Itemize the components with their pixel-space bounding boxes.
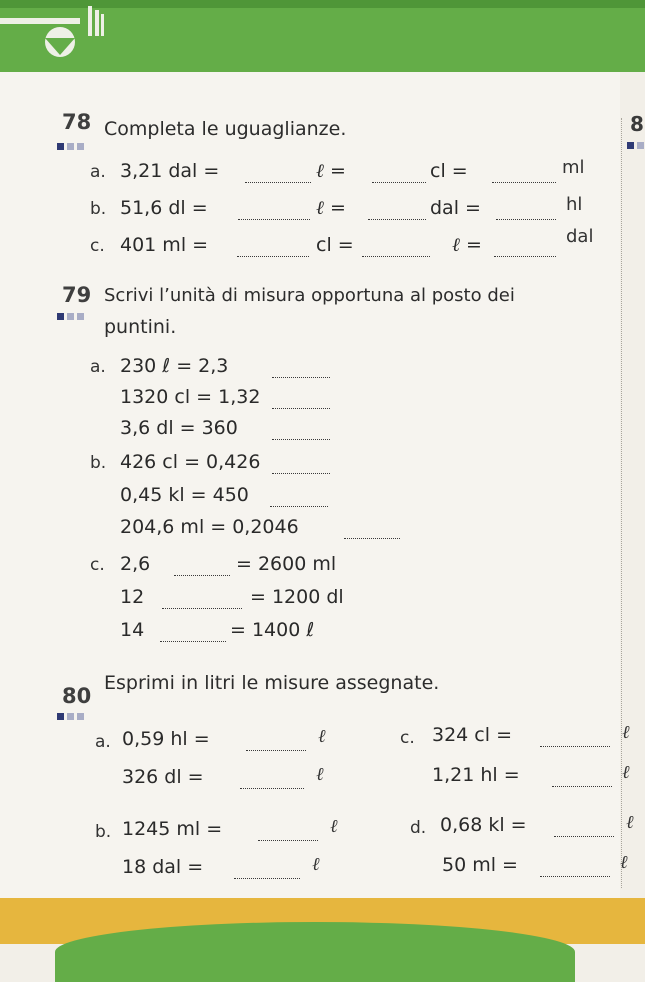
item-letter: c. xyxy=(90,236,105,256)
equation-unit: ℓ = xyxy=(316,197,346,219)
exercise-79-title: Scrivi l’unità di misura opportuna al posto dei xyxy=(104,285,515,306)
equation: 326 dl = xyxy=(122,766,204,788)
answer-blank[interactable] xyxy=(496,219,556,220)
answer-blank[interactable] xyxy=(245,182,311,183)
exercise-79-title-cont: puntini. xyxy=(104,316,177,338)
answer-blank[interactable] xyxy=(372,182,426,183)
equation-end: = 1400 ℓ xyxy=(230,619,315,641)
difficulty-square xyxy=(57,713,64,720)
liter-unit: ℓ xyxy=(312,854,320,875)
answer-blank[interactable] xyxy=(240,788,304,789)
answer-blank[interactable] xyxy=(540,876,610,877)
exercise-number-80: 80 xyxy=(62,684,92,708)
liter-unit: ℓ xyxy=(626,812,634,833)
item-letter: b. xyxy=(90,199,107,219)
liter-unit: ℓ xyxy=(316,764,324,785)
equation: 204,6 ml = 0,2046 xyxy=(120,516,299,538)
item-letter: b. xyxy=(95,822,112,842)
item-letter: a. xyxy=(90,357,106,377)
difficulty-square xyxy=(67,313,74,320)
equation: 50 ml = xyxy=(442,854,518,876)
difficulty-square xyxy=(57,313,64,320)
footer-curve xyxy=(55,922,575,982)
answer-blank[interactable] xyxy=(344,538,400,539)
liter-unit: ℓ xyxy=(622,722,630,743)
difficulty-square xyxy=(77,143,84,150)
answer-blank[interactable] xyxy=(174,575,230,576)
difficulty-square xyxy=(67,143,74,150)
answer-blank[interactable] xyxy=(552,786,612,787)
item-letter: a. xyxy=(95,732,111,752)
equation: 0,59 hl = xyxy=(122,728,210,750)
target-unit: hl xyxy=(566,194,583,215)
equation-start: 401 ml = xyxy=(120,234,209,256)
liter-unit: ℓ xyxy=(318,726,326,747)
answer-blank[interactable] xyxy=(272,439,330,440)
difficulty-square xyxy=(627,142,634,149)
exercise-number-78: 78 xyxy=(62,110,92,134)
equation: 1245 ml = xyxy=(122,818,223,840)
answer-blank[interactable] xyxy=(272,408,330,409)
next-exercise-number-fragment: 8 xyxy=(630,112,644,136)
equation: 1,21 hl = xyxy=(432,764,520,786)
item-letter: c. xyxy=(400,728,415,748)
weightlifter-icon xyxy=(0,0,110,70)
equation: 426 cl = 0,426 xyxy=(120,451,261,473)
item-letter: b. xyxy=(90,453,107,473)
answer-blank[interactable] xyxy=(234,878,300,879)
liter-unit: ℓ xyxy=(622,762,630,783)
answer-blank[interactable] xyxy=(368,219,426,220)
equation-end: = 2600 ml xyxy=(236,553,337,575)
item-letter: c. xyxy=(90,555,105,575)
answer-blank[interactable] xyxy=(162,608,242,609)
answer-blank[interactable] xyxy=(237,256,309,257)
target-unit: ml xyxy=(562,157,585,178)
equation-unit: cl = xyxy=(316,234,354,256)
equation: 0,68 kl = xyxy=(440,814,527,836)
item-letter: d. xyxy=(410,818,427,838)
answer-blank[interactable] xyxy=(362,256,430,257)
difficulty-square xyxy=(637,142,644,149)
page-paper xyxy=(0,72,620,898)
equation-unit: ℓ = xyxy=(316,160,346,182)
equation-start: 14 xyxy=(120,619,145,641)
answer-blank[interactable] xyxy=(272,473,330,474)
equation-start: 2,6 xyxy=(120,553,151,575)
exercise-78-title: Completa le uguaglianze. xyxy=(104,118,347,140)
answer-blank[interactable] xyxy=(540,746,610,747)
answer-blank[interactable] xyxy=(494,256,556,257)
liter-unit: ℓ xyxy=(330,816,338,837)
exercise-80-title: Esprimi in litri le misure assegnate. xyxy=(104,672,440,694)
equation: 3,6 dl = 360 xyxy=(120,417,238,439)
equation-unit: cl = xyxy=(430,160,468,182)
difficulty-square xyxy=(77,713,84,720)
target-unit: dal xyxy=(566,226,594,247)
liter-unit: ℓ xyxy=(620,852,628,873)
answer-blank[interactable] xyxy=(554,836,614,837)
equation: 1320 cl = 1,32 xyxy=(120,386,261,408)
answer-blank[interactable] xyxy=(492,182,556,183)
exercise-number-79: 79 xyxy=(62,283,92,307)
equation: 18 dal = xyxy=(122,856,204,878)
difficulty-square xyxy=(67,713,74,720)
difficulty-square xyxy=(77,313,84,320)
answer-blank[interactable] xyxy=(238,219,310,220)
equation: 0,45 kl = 450 xyxy=(120,484,249,506)
item-letter: a. xyxy=(90,162,106,182)
answer-blank[interactable] xyxy=(246,750,306,751)
equation-unit: ℓ = xyxy=(452,234,482,256)
difficulty-square xyxy=(57,143,64,150)
answer-blank[interactable] xyxy=(270,506,328,507)
equation: 324 cl = xyxy=(432,724,512,746)
equation-start: 12 xyxy=(120,586,145,608)
equation-start: 3,21 dal = xyxy=(120,160,220,182)
equation-unit: dal = xyxy=(430,197,481,219)
equation: 230 ℓ = 2,3 xyxy=(120,355,229,377)
answer-blank[interactable] xyxy=(160,641,226,642)
answer-blank[interactable] xyxy=(258,840,318,841)
equation-end: = 1200 dl xyxy=(250,586,344,608)
answer-blank[interactable] xyxy=(272,377,330,378)
equation-start: 51,6 dl = xyxy=(120,197,208,219)
